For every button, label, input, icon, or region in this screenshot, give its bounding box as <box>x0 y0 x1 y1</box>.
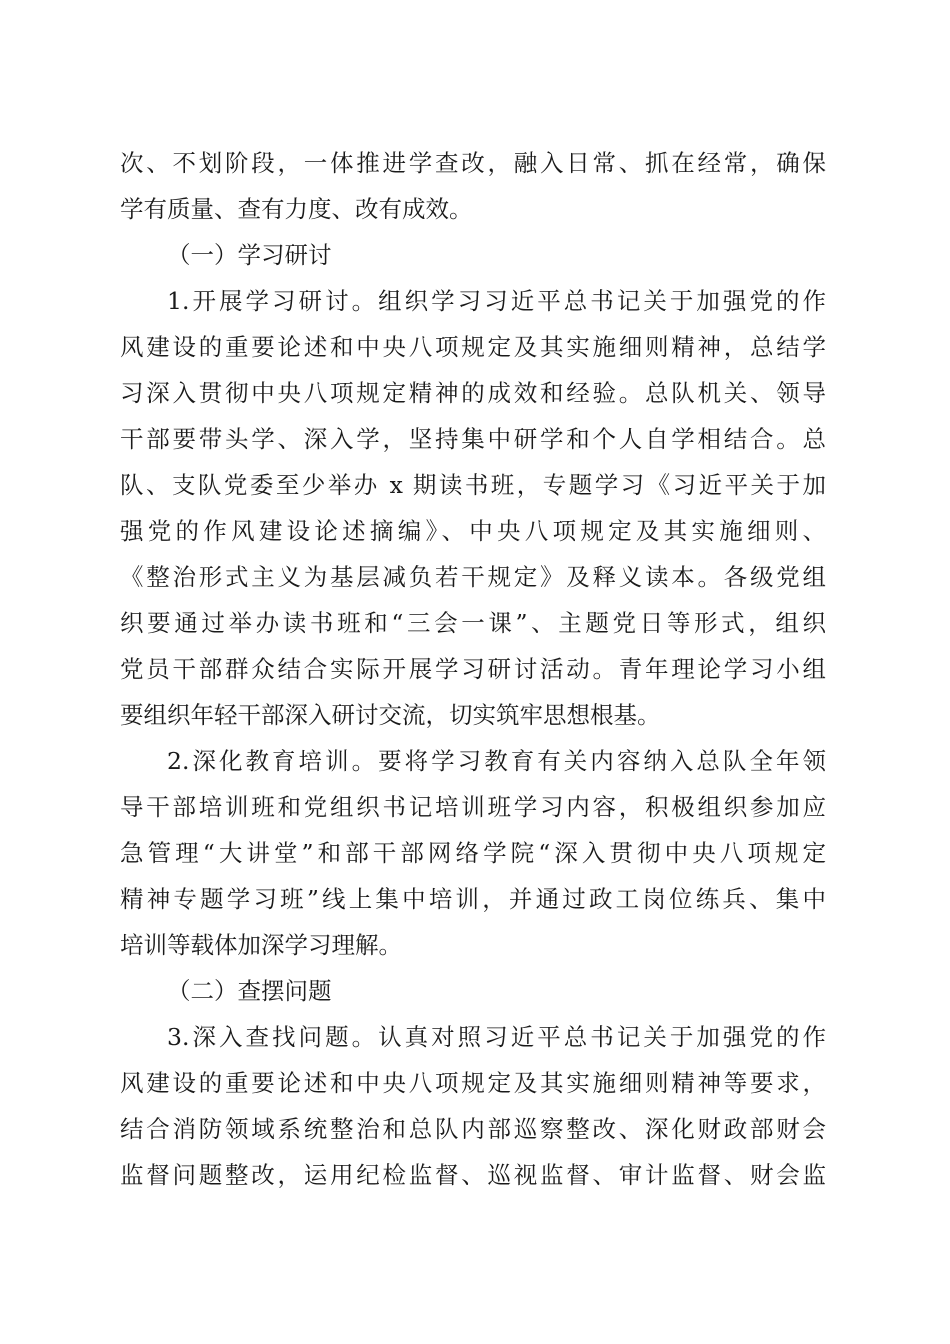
text-line: 强党的作风建设论述摘编》、中央八项规定及其实施细则、 <box>120 517 826 545</box>
text-line: 导干部培训班和党组织书记培训班学习内容，积极组织参加应 <box>120 793 826 821</box>
text-line: 织要通过举办读书班和“三会一课”、主题党日等形式，组织 <box>120 609 826 637</box>
section-heading-study: （一）学习研讨 <box>167 241 332 269</box>
text-line: 要组织年轻干部深入研讨交流，切实筑牢思想根基。 <box>120 701 661 729</box>
text-line: 风建设的重要论述和中央八项规定及其实施细则精神，总结学 <box>120 333 826 361</box>
paragraph-start: 3.深入查找问题。认真对照习近平总书记关于加强党的作 <box>167 1023 826 1051</box>
text-line: 《整治形式主义为基层减负若干规定》及释义读本。各级党组 <box>120 563 826 591</box>
text-line: 学有质量、查有力度、改有成效。 <box>120 195 473 223</box>
text-line: 监督问题整改，运用纪检监督、巡视监督、审计监督、财会监 <box>120 1161 826 1189</box>
paragraph-start: 2.深化教育培训。要将学习教育有关内容纳入总队全年领 <box>167 747 826 775</box>
text-line: 干部要带头学、深入学，坚持集中研学和个人自学相结合。总 <box>120 425 826 453</box>
paragraph-start: 1.开展学习研讨。组织学习习近平总书记关于加强党的作 <box>167 287 826 315</box>
document-body <box>120 140 826 1198</box>
section-heading-problems: （二）查摆问题 <box>167 977 332 1005</box>
text-line: 精神专题学习班”线上集中培训，并通过政工岗位练兵、集中 <box>120 885 826 913</box>
text-line: 结合消防领域系统整治和总队内部巡察整改、深化财政部财会 <box>120 1115 826 1143</box>
text-line: 习深入贯彻中央八项规定精神的成效和经验。总队机关、领导 <box>120 379 826 407</box>
text-line: 风建设的重要论述和中央八项规定及其实施细则精神等要求， <box>120 1069 826 1097</box>
text-line: 次、不划阶段，一体推进学查改，融入日常、抓在经常，确保 <box>120 149 826 177</box>
text-line: 队、支队党委至少举办 x 期读书班，专题学习《习近平关于加 <box>120 471 826 499</box>
text-line: 培训等载体加深学习理解。 <box>120 931 402 959</box>
text-line: 急管理“大讲堂”和部干部网络学院“深入贯彻中央八项规定 <box>120 839 826 867</box>
text-line: 党员干部群众结合实际开展学习研讨活动。青年理论学习小组 <box>120 655 826 683</box>
